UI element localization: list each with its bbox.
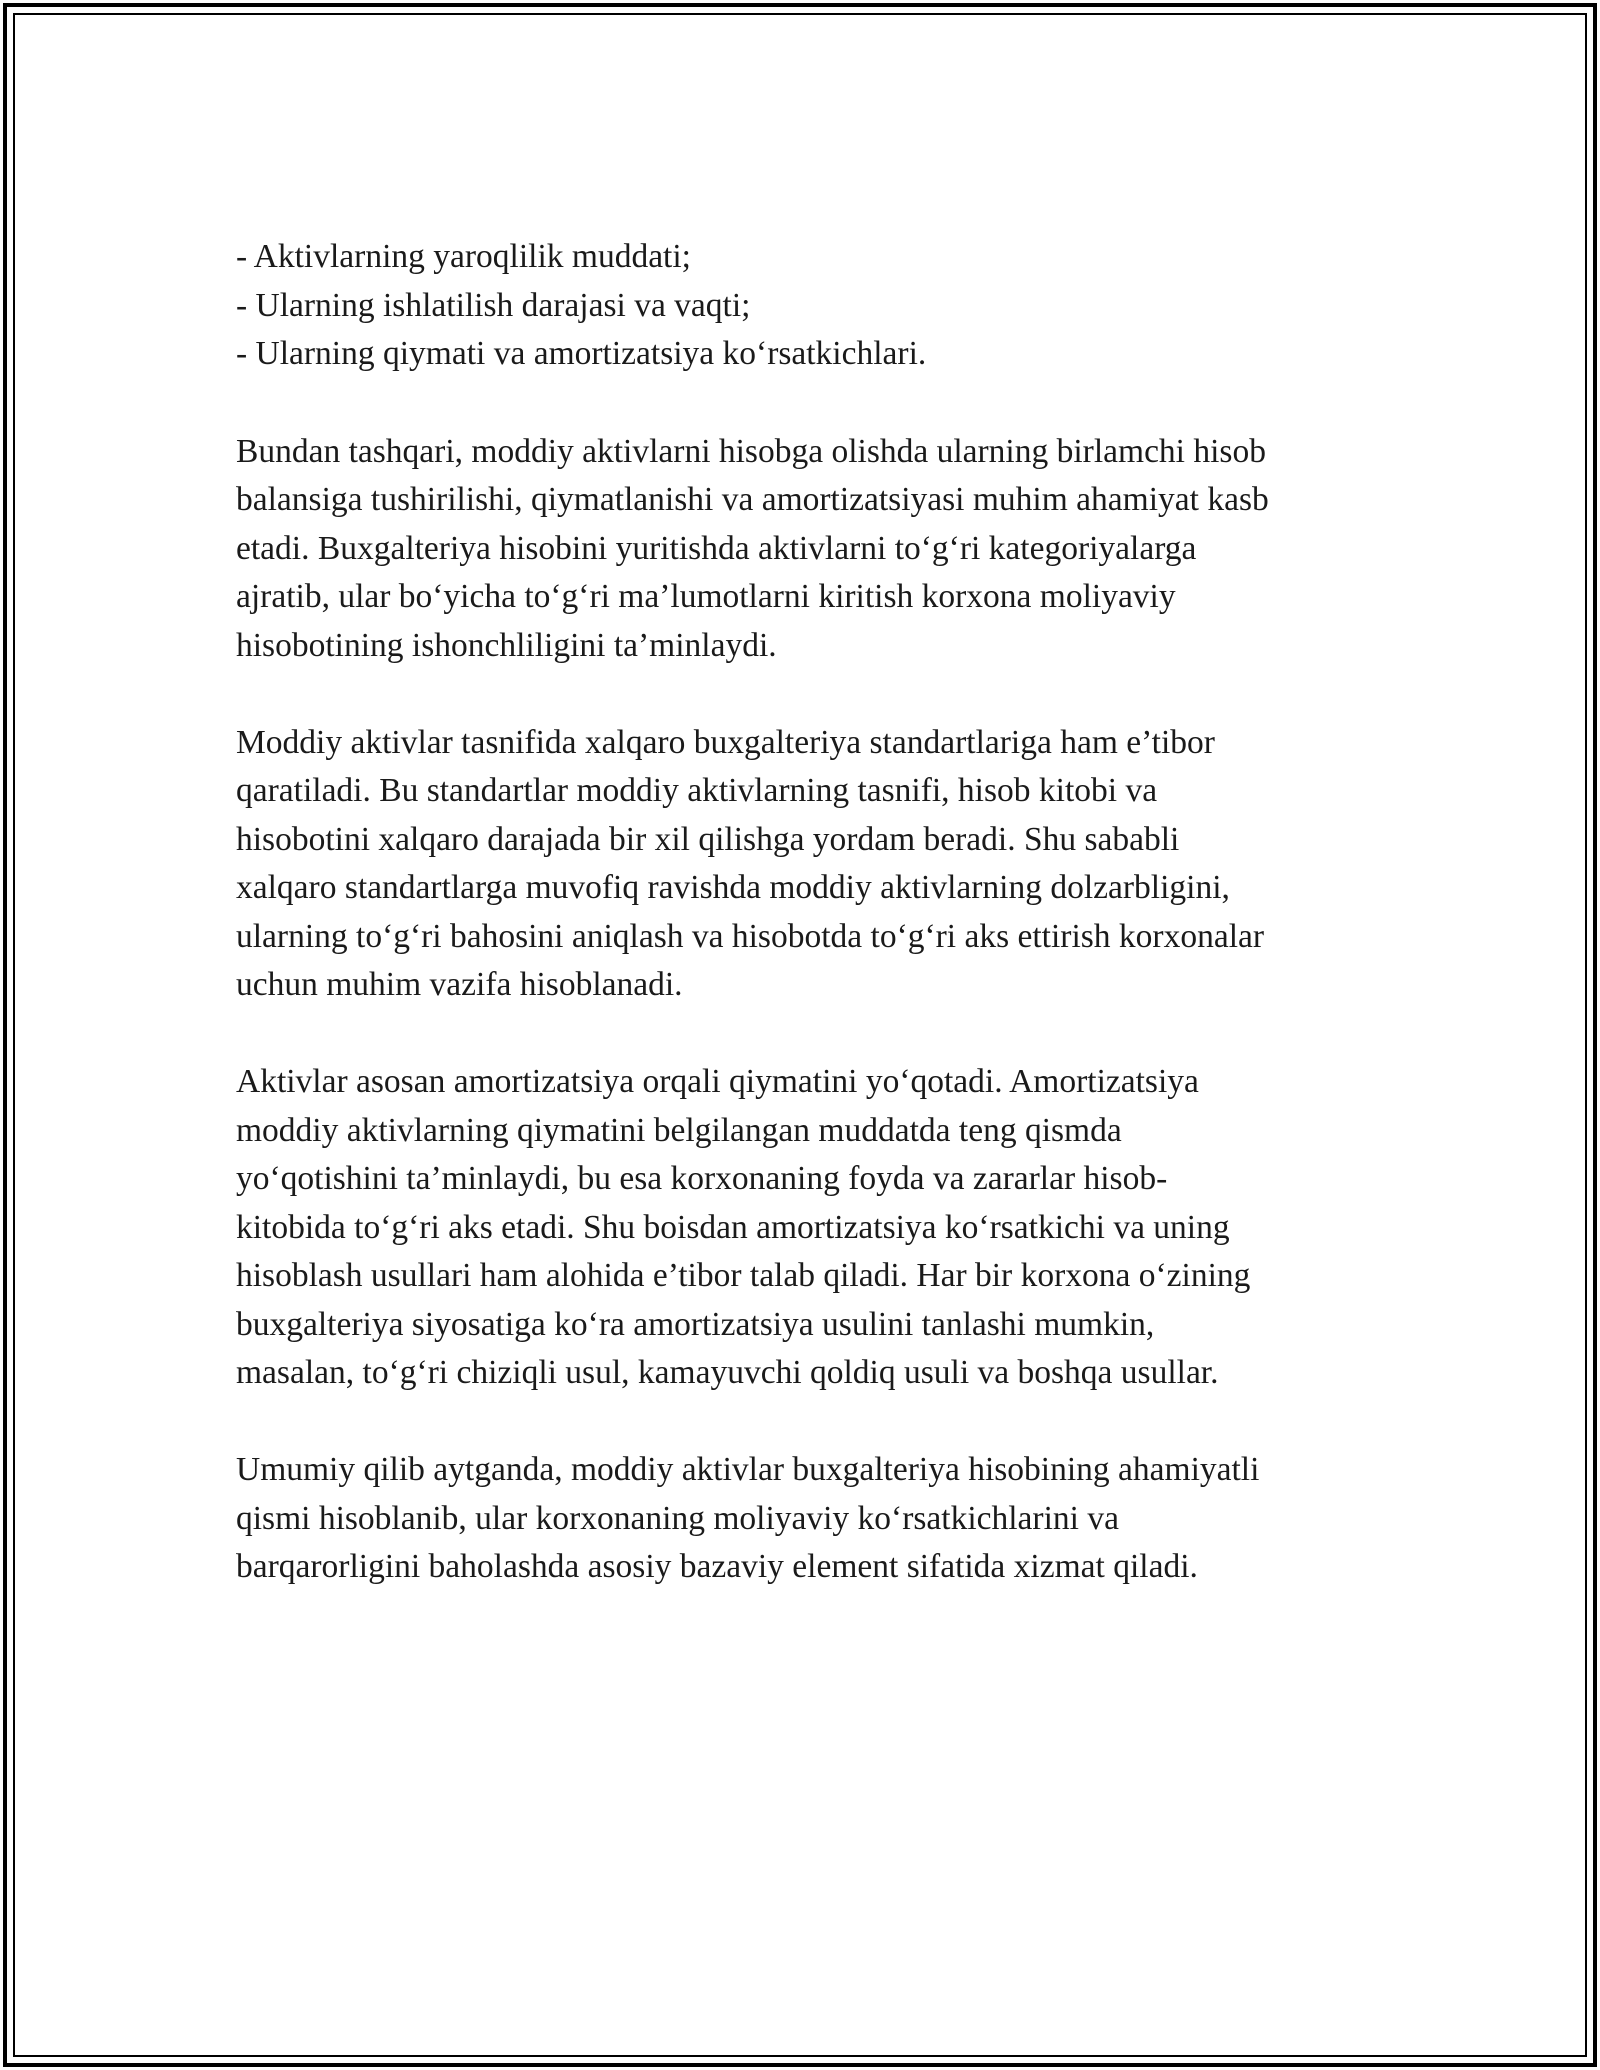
text-line: uchun muhim vazifa hisoblanadi. [236,966,683,1003]
text-line: hisoblash usullari ham alohida e’tibor talab qiladi. Har bir korxona o‘zining [236,1257,1251,1294]
text-line: Moddiy aktivlar tasnifida xalqaro buxgalteriya standartlariga ham e’tibor [236,723,1215,761]
text-line: moddiy aktivlarning qiymatini belgilangan muddatda teng qismda [236,1111,1122,1149]
bullet-item-usage-degree: - Ularning ishlatilish darajasi va vaqti; [236,286,751,324]
paragraph-depreciation [236,1058,1386,1398]
bullet-item-shelf-life: - Aktivlarning yaroqlilik muddati; [236,238,691,275]
text-line: Bundan tashqari, moddiy aktivlarni hisobga olishda ularning birlamchi hisob [236,432,1266,470]
text-line: masalan, to‘g‘ri chiziqli usul, kamayuvchi qoldiq usuli va boshqa usullar. [236,1354,1219,1391]
bullet-item-value-depreciation: - Ularning qiymati va amortizatsiya ko‘rsatkichlari. [236,335,927,372]
text-line: hisobotini xalqaro darajada bir xil qilishga yordam beradi. Shu sababli [236,820,1180,858]
text-line: Aktivlar asosan amortizatsiya orqali qiymatini yo‘qotadi. Amortizatsiya [236,1063,1199,1100]
text-line: hisobotining ishonchliligini ta’minlaydi. [236,626,777,664]
text-line: barqarorligini baholashda asosiy bazaviy element sifatida xizmat qiladi. [236,1548,1198,1585]
paragraph-conclusion [236,1446,1386,1592]
text-line: etadi. Buxgalteriya hisobini yuritishda aktivlarni to‘g‘ri kategoriyalarga [236,529,1197,567]
text-line: kitobida to‘g‘ri aks etadi. Shu boisdan amortizatsiya ko‘rsatkichi va uning [236,1208,1230,1246]
paragraph-international-standards [236,719,1386,1010]
text-line: buxgalteriya siyosatiga ko‘ra amortizatsiya usulini tanlashi mumkin, [236,1305,1155,1343]
bullet-list [236,233,1386,379]
text-line: qaratiladi. Bu standartlar moddiy aktivlarning tasnifi, hisob kitobi va [236,772,1158,809]
document-body [236,233,1386,1640]
text-line: yo‘qotishini ta’minlaydi, bu esa korxonaning foyda va zararlar hisob- [236,1160,1168,1197]
text-line: Umumiy qilib aytganda, moddiy aktivlar buxgalteriya hisobining ahamiyatli [236,1451,1260,1488]
paragraph-initial-recognition [236,428,1386,671]
text-line: xalqaro standartlarga muvofiq ravishda moddiy aktivlarning dolzarbligini, [236,869,1230,906]
text-line: balansiga tushirilishi, qiymatlanishi va amortizatsiyasi muhim ahamiyat kasb [236,481,1269,518]
text-line: ajratib, ular bo‘yicha to‘g‘ri ma’lumotlarni kiritish korxona moliyaviy [236,578,1176,615]
text-line: ularning to‘g‘ri bahosini aniqlash va hisobotda to‘g‘ri aks ettirish korxonalar [236,917,1265,955]
text-line: qismi hisoblanib, ular korxonaning moliyaviy ko‘rsatkichlarini va [236,1499,1119,1537]
